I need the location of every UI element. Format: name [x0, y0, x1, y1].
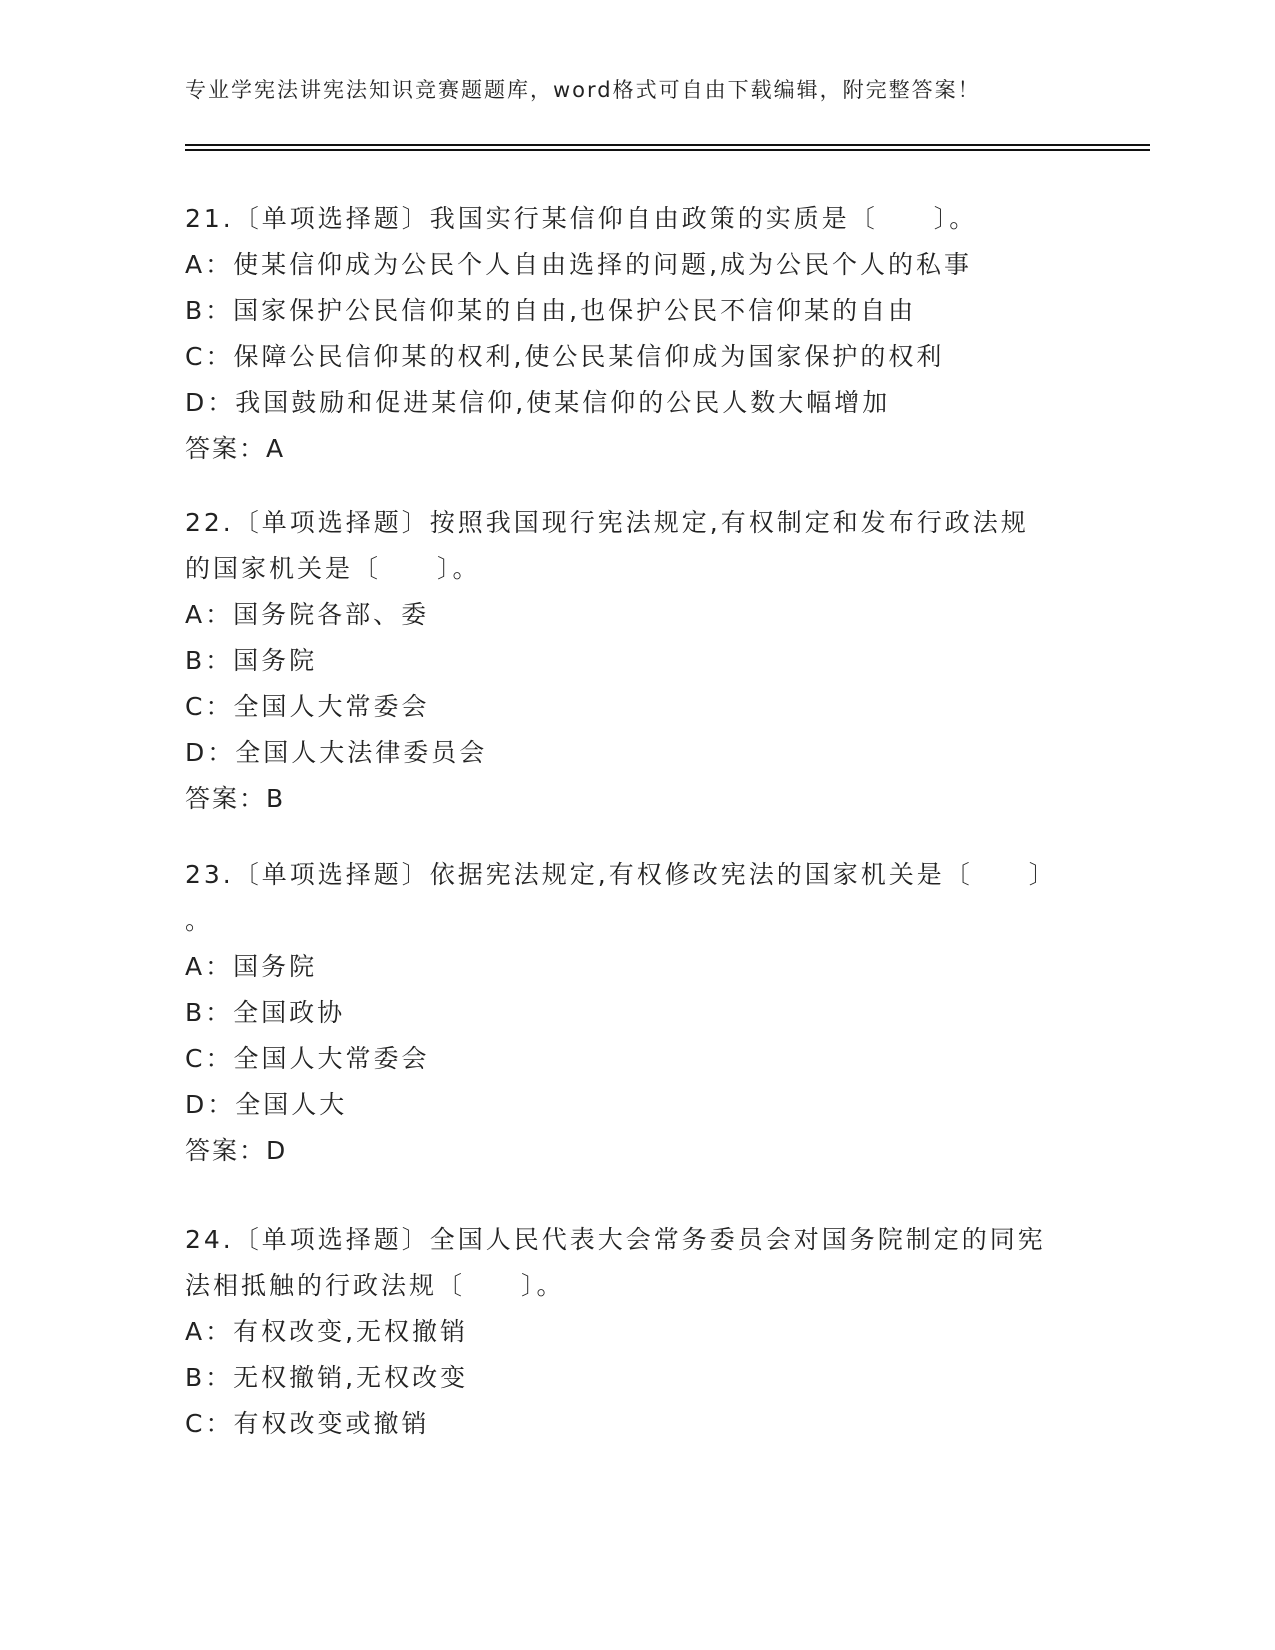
- option-b: B：无权撤销,无权改变: [185, 1363, 469, 1392]
- question-22: [185, 500, 1105, 822]
- question-stem: [185, 1217, 1105, 1309]
- header-rule-top: [185, 144, 1150, 146]
- option-c: C：全国人大常委会: [185, 1044, 430, 1073]
- option-b: B：国家保护公民信仰某的自由,也保护公民不信仰某的自由: [185, 296, 917, 325]
- option-c: C：有权改变或撤销: [185, 1409, 430, 1438]
- stem-line: 法相抵触的行政法规〔 〕。: [185, 1271, 565, 1300]
- option-a: A：使某信仰成为公民个人自由选择的问题,成为公民个人的私事: [185, 250, 973, 279]
- option-d: D：全国人大: [185, 1090, 348, 1119]
- question-stem: [185, 196, 1105, 242]
- answer-label: 答案：: [185, 784, 267, 813]
- option-c: C：保障公民信仰某的权利,使公民某信仰成为国家保护的权利: [185, 342, 945, 371]
- answer-label: 答案：: [185, 434, 267, 463]
- question-24: [185, 1217, 1105, 1447]
- question-23: [185, 852, 1105, 1174]
- stem-line: 22.〔单项选择题〕按照我国现行宪法规定,有权制定和发布行政法规: [185, 508, 1029, 537]
- stem-line: 21.〔单项选择题〕我国实行某信仰自由政策的实质是〔 〕。: [185, 204, 978, 233]
- answer-value: B: [266, 784, 285, 813]
- answer-line: [185, 1128, 1105, 1174]
- option-a: A：国务院: [185, 952, 318, 981]
- header-rule-bottom: [185, 149, 1150, 151]
- stem-line: 的国家机关是〔 〕。: [185, 554, 481, 583]
- answer-label: 答案：: [185, 1136, 267, 1165]
- question-21: [185, 196, 1105, 472]
- page-header: 专业学宪法讲宪法知识竞赛题题库，word格式可自由下载编辑，附完整答案！: [185, 78, 981, 102]
- answer-value: D: [266, 1136, 287, 1165]
- stem-line: 。: [185, 906, 214, 935]
- answer-line: [185, 426, 1105, 472]
- stem-line: 24.〔单项选择题〕全国人民代表大会常务委员会对国务院制定的同宪: [185, 1225, 1046, 1254]
- answer-value: A: [266, 434, 285, 463]
- question-stem: [185, 500, 1105, 592]
- option-b: B：国务院: [185, 646, 318, 675]
- question-stem: [185, 852, 1105, 944]
- option-d: D：我国鼓励和促进某信仰,使某信仰的公民人数大幅增加: [185, 388, 891, 417]
- option-b: B：全国政协: [185, 998, 346, 1027]
- answer-line: [185, 776, 1105, 822]
- stem-line: 23.〔单项选择题〕依据宪法规定,有权修改宪法的国家机关是〔 〕: [185, 860, 1057, 889]
- option-a: A：有权改变,无权撤销: [185, 1317, 469, 1346]
- option-c: C：全国人大常委会: [185, 692, 430, 721]
- option-a: A：国务院各部、委: [185, 600, 430, 629]
- option-d: D：全国人大法律委员会: [185, 738, 488, 767]
